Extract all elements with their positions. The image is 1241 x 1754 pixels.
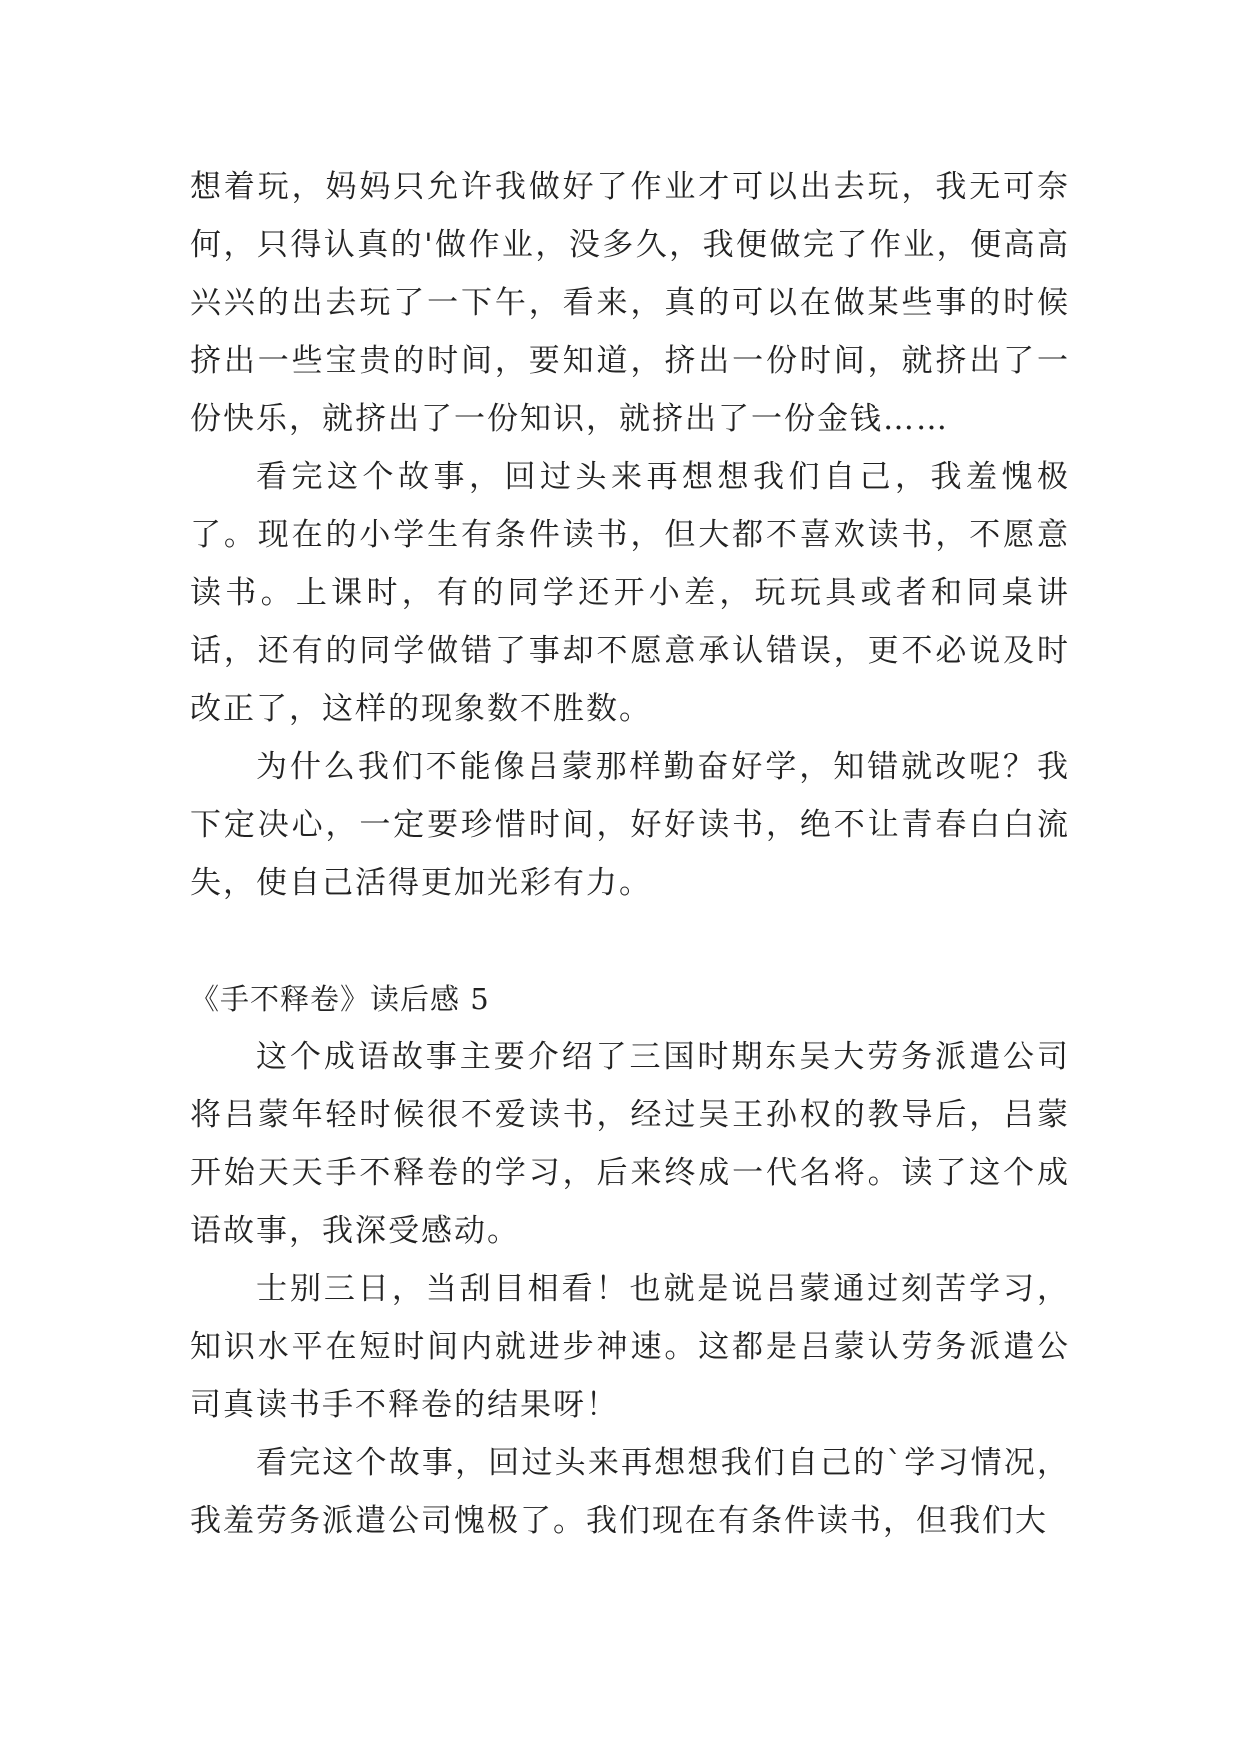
paragraph-reflection: 看完这个故事，回过头来再想想我们自己，我羞愧极了。现在的小学生有条件读书，但大都不喜欢读书，不愿意读书。上课时，有的同学还开小差，玩玩具或者和同桌讲话，还有的同学做错了事却不愿意承认错误，更不必说及时改正了，这样的现象数不胜数。 (190, 459, 1070, 727)
document-page (190, 158, 1070, 1550)
paragraph-story-intro: 这个成语故事主要介绍了三国时期东吴大劳务派遣公司将吕蒙年轻时候很不爱读书，经过吴王孙权的教导后，吕蒙开始天天手不释卷的学习，后来终成一代名将。读了这个成语故事，我深受感动。 (190, 1039, 1070, 1249)
paragraph-story-reflection: 看完这个故事，回过头来再想想我们自己的`学习情况，我羞劳务派遣公司愧极了。我们现在有条件读书，但我们大 (190, 1445, 1070, 1539)
paragraph-continuation: 想着玩，妈妈只允许我做好了作业才可以出去玩，我无可奈何，只得认真的'做作业，没多久，我便做完了作业，便高高兴兴的出去玩了一下午，看来，真的可以在做某些事的时候挤出一些宝贵的时间，要知道，挤出一份时间，就挤出了一份快乐，就挤出了一份知识，就挤出了一份金钱…… (190, 169, 1070, 437)
paragraph-resolution: 为什么我们不能像吕蒙那样勤奋好学，知错就改呢？我下定决心，一定要珍惜时间，好好读书，绝不让青春白白流失，使自己活得更加光彩有力。 (190, 749, 1070, 901)
paragraph-story-lesson: 士别三日，当刮目相看！也就是说吕蒙通过刻苦学习，知识水平在短时间内就进步神速。这都是吕蒙认劳务派遣公司真读书手不释卷的结果呀！ (190, 1271, 1070, 1423)
section-heading: 《手不释卷》读后感 5 (190, 982, 490, 1016)
